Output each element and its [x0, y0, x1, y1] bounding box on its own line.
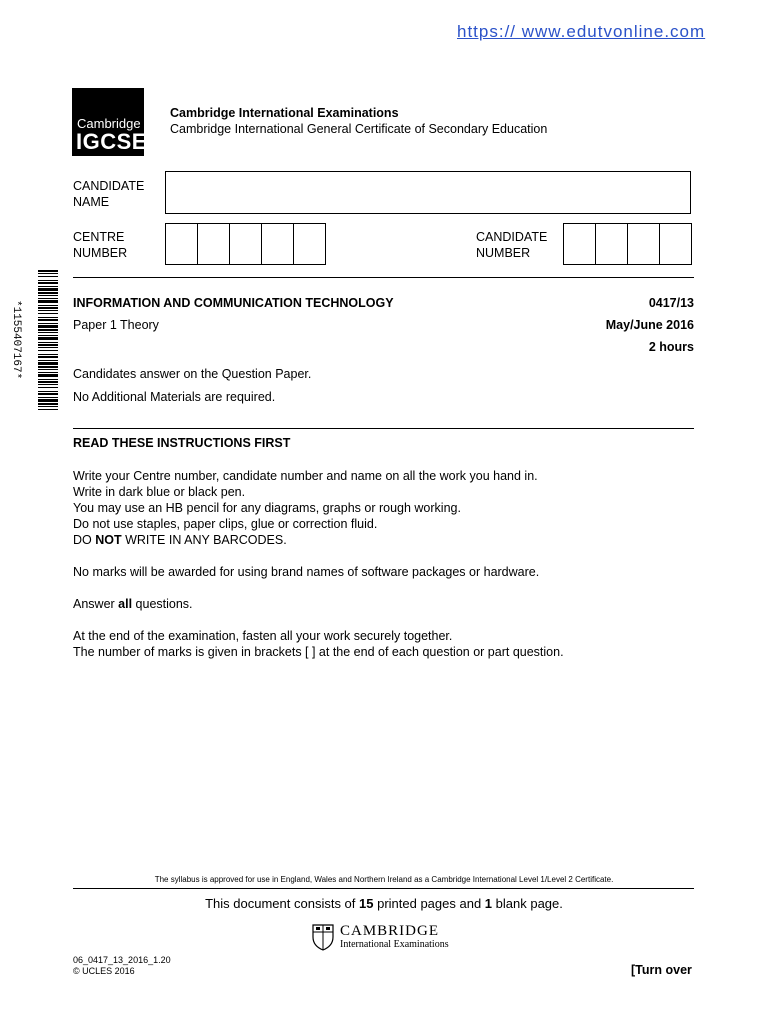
instruction-line: DO NOT WRITE IN ANY BARCODES.	[73, 533, 287, 547]
instruction-line: Write in dark blue or black pen.	[73, 485, 246, 499]
watermark-url[interactable]: https:// www.edutvonline.com	[457, 22, 706, 41]
logo-line2: IGCSE	[76, 129, 147, 154]
syllabus-footnote: The syllabus is approved for use in England, Wales and Northern Ireland as a Cambridge International Level 1/Level 2 Certificate.	[154, 875, 614, 884]
instructions-body	[73, 468, 564, 660]
brand-note: No marks will be awarded for using brand names of software packages or hardware.	[73, 565, 540, 579]
exam-session: May/June 2016	[605, 318, 694, 332]
candidate-name-label: CANDIDATE NAME	[73, 179, 145, 209]
subject-title: INFORMATION AND COMMUNICATION TECHNOLOGY	[73, 296, 394, 310]
divider	[73, 277, 694, 278]
page-count-note: This document consists of 15 printed pages and 1 blank page.	[205, 896, 563, 911]
exam-duration: 2 hours	[648, 340, 694, 354]
cambridge-wordmark-sub: International Examinations	[340, 939, 449, 950]
exam-board-name: Cambridge International Examinations	[170, 106, 399, 120]
exam-board-subtitle: Cambridge International General Certificate of Secondary Education	[170, 122, 548, 136]
logo-line1: Cambridge	[77, 116, 141, 131]
document-code: 06_0417_13_2016_1.20 © UCLES 2016	[73, 955, 171, 976]
answer-all-note: Answer all questions.	[73, 597, 193, 611]
centre-number-field[interactable]	[165, 223, 326, 265]
paper-name: Paper 1 Theory	[73, 318, 159, 332]
instruction-line: The number of marks is given in brackets [ ] at the end of each question or part question.	[73, 645, 564, 659]
igcse-logo	[72, 88, 147, 156]
candidate-number-field[interactable]	[563, 223, 692, 265]
candidate-number-label: CANDIDATE NUMBER	[476, 230, 548, 260]
instruction-line: You may use an HB pencil for any diagrams, graphs or rough working.	[73, 501, 461, 515]
materials-note: No Additional Materials are required.	[73, 390, 276, 404]
answer-note: Candidates answer on the Question Paper.	[73, 367, 312, 381]
barcode-image	[38, 270, 58, 410]
divider	[73, 888, 694, 889]
syllabus-code: 0417/13	[648, 296, 694, 310]
instruction-line: Write your Centre number, candidate number and name on all the work you hand in.	[73, 469, 538, 483]
cambridge-wordmark: CAMBRIDGE	[340, 923, 440, 939]
candidate-name-field[interactable]	[165, 171, 691, 214]
barcode-number: *1155407167*	[10, 300, 22, 380]
turn-over-label: [Turn over	[631, 963, 692, 977]
instruction-line: Do not use staples, paper clips, glue or correction fluid.	[73, 517, 378, 531]
cambridge-crest-icon	[311, 923, 335, 951]
instruction-line: At the end of the examination, fasten all your work securely together.	[73, 629, 453, 643]
centre-number-label: CENTRE NUMBER	[73, 230, 128, 260]
divider	[73, 428, 694, 429]
instructions-heading: READ THESE INSTRUCTIONS FIRST	[73, 436, 291, 450]
